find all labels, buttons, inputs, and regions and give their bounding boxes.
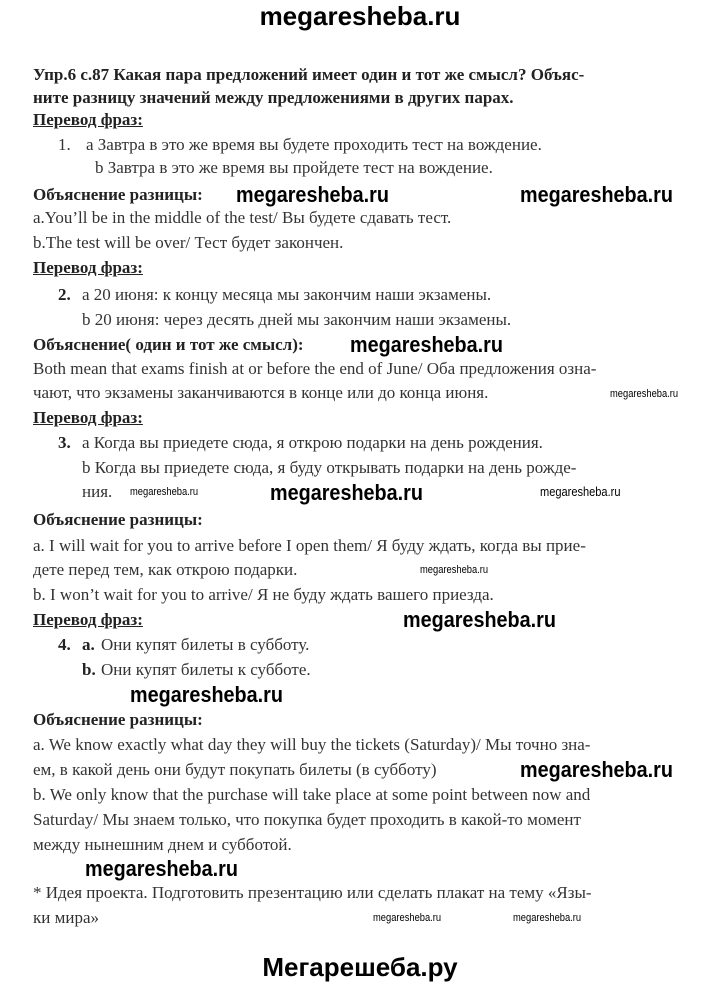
watermark: megaresheba.ru [373,912,442,924]
exercise-title-cont: ните разницу значений между предложениями в других парах. [33,88,514,107]
sentence-b: b 20 июня: через десять дней мы закончим наши экзамены. [82,310,512,329]
watermark: megaresheba.ru [403,607,556,632]
translation-heading: Перевод фраз: [33,110,143,129]
watermark: megaresheba.ru [236,182,389,207]
exercise-title: Упр.6 с.87 Какая пара предложений имеет один и тот же смысл? Объяс- [33,65,585,84]
translation-heading: Перевод фраз: [33,408,143,427]
watermark: megaresheba.ru [540,484,621,499]
project-line: ки мира» [33,908,100,927]
item-number: 2. [58,285,71,304]
explanation-line: a.You’ll be in the middle of the test/ Вы будете сдавать тест. [33,208,452,227]
watermark: megaresheba.ru [513,912,582,924]
watermark: megaresheba.ru [350,332,503,357]
explanation-line: a. I will wait for you to arrive before I open them/ Я буду ждать, когда вы прие- [33,536,586,555]
sentence-b-cont: ния. [82,482,113,501]
explanation-line: Saturday/ Мы знаем только, что покупка будет проходить в какой-то момент [33,810,581,829]
translation-heading: Перевод фраз: [33,610,143,629]
diff-heading: Объяснение разницы: [33,710,203,729]
same-heading: Объяснение( один и тот же смысл): [33,335,304,354]
project-line: * Идея проекта. Подготовить презентацию или сделать плакат на тему «Язы- [33,883,592,902]
explanation-line: Both mean that exams finish at or before the end of June/ Оба предложения озна- [33,359,597,378]
watermark: megaresheba.ru [520,757,673,782]
sentence-a: а 20 июня: к концу месяца мы закончим наши экзамены. [82,285,492,304]
explanation-line: дете перед тем, как открою подарки. [33,560,298,579]
sentence-a: а Когда вы приедете сюда, я открою подарки на день рождения. [82,433,543,452]
sentence-a: Они купят билеты в субботу. [101,635,310,654]
watermark: megaresheba.ru [130,682,283,707]
sentence-a: а Завтра в это же время вы будете проходить тест на вождение. [86,135,542,154]
sentence-b: b Завтра в это же время вы пройдете тест на вождение. [95,158,493,177]
watermark: megaresheba.ru [420,564,489,576]
translation-heading: Перевод фраз: [33,258,143,277]
item-number: 3. [58,433,71,452]
watermark: megaresheba.ru [270,480,423,505]
site-header: megaresheba.ru [259,1,461,31]
diff-heading: Объяснение разницы: [33,510,203,529]
sentence-b: Они купят билеты к субботе. [101,660,311,679]
sentence-a-label: a. [82,635,95,654]
site-footer: Мегарешеба.ру [262,952,458,982]
sentence-b: b Когда вы приедете сюда, я буду открывать подарки на день рожде- [82,458,577,477]
watermark: megaresheba.ru [85,856,238,881]
explanation-line: b. I won’t wait for you to arrive/ Я не буду ждать вашего приезда. [33,585,494,604]
item-number: 1. [58,135,71,154]
watermark: megaresheba.ru [130,486,199,498]
diff-heading: Объяснение разницы: [33,185,203,204]
watermark: megaresheba.ru [520,182,673,207]
explanation-line: a. We know exactly what day they will buy the tickets (Saturday)/ Мы точно зна- [33,735,591,754]
explanation-line: b. We only know that the purchase will take place at some point between now and [33,785,591,804]
explanation-line: чают, что экзамены заканчиваются в конце или до конца июня. [33,383,489,402]
watermark: megaresheba.ru [610,388,679,400]
explanation-line: b.The test will be over/ Тест будет закончен. [33,233,344,252]
explanation-line: ем, в какой день они будут покупать билеты (в субботу) [33,760,437,779]
sentence-b-label: b. [82,660,96,679]
item-number: 4. [58,635,71,654]
explanation-line: между нынешним днем и субботой. [33,835,292,854]
